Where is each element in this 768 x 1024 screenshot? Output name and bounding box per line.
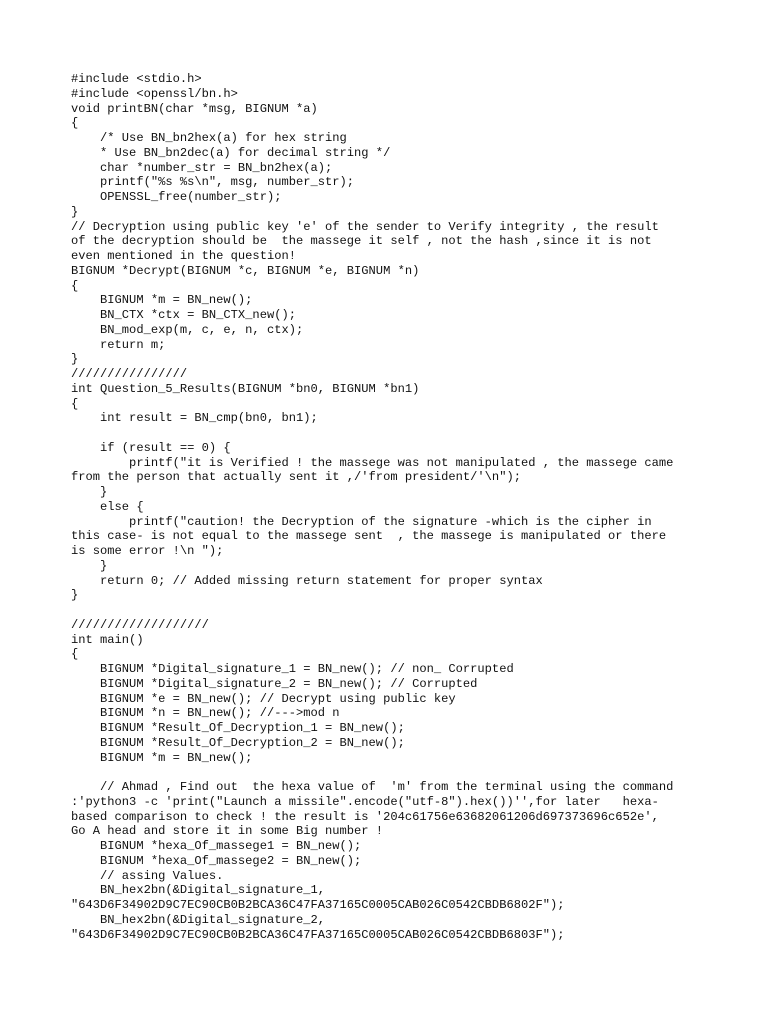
code-line: /* Use BN_bn2hex(a) for hex string <box>71 131 347 145</box>
code-line: BIGNUM *Decrypt(BIGNUM *c, BIGNUM *e, BIGNUM *n) <box>71 263 420 278</box>
code-line: printf("%s %s\n", msg, number_str); <box>71 175 355 190</box>
code-line: BIGNUM *m = BN_new(); <box>71 293 253 308</box>
code-line: BN_hex2bn(&Digital_signature_2, <box>71 912 326 927</box>
code-line: { <box>71 647 79 662</box>
code-line: Go A head and store it in some Big number ! <box>71 824 384 839</box>
code-line: } <box>71 485 108 499</box>
code-line <box>71 765 711 780</box>
code-line: } <box>71 352 79 367</box>
code-line: BN_hex2bn(&Digital_signature_1, <box>71 883 326 898</box>
code-line: { <box>71 396 79 411</box>
code-line: BIGNUM *Result_Of_Decryption_1 = BN_new(); <box>71 721 405 735</box>
code-line: int main() <box>71 632 144 647</box>
code-line: #include <stdio.h> <box>71 72 202 86</box>
code-line: based comparison to check ! the result is '204c61756e63682061206d697373696c652e', <box>71 809 659 824</box>
code-line: BIGNUM *hexa_Of_massege1 = BN_new(); <box>71 839 362 853</box>
code-line: * Use BN_bn2dec(a) for decimal string */ <box>71 145 391 160</box>
code-line: OPENSSL_free(number_str); <box>71 190 282 204</box>
code-line: BIGNUM *n = BN_new(); //--->mod n <box>71 706 340 721</box>
code-line: printf("it is Verified ! the massege was not manipulated , the massege came <box>71 455 674 470</box>
code-line: } <box>71 588 79 603</box>
code-line: BIGNUM *Digital_signature_2 = BN_new(); // Corrupted <box>71 676 478 691</box>
code-line: BN_CTX *ctx = BN_CTX_new(); <box>71 308 296 322</box>
code-line: :'python3 -c 'print("Launch a missile".encode("utf-8").hex())'',for later hexa- <box>71 794 659 809</box>
code-line: } <box>71 204 79 219</box>
code-line: if (result == 0) { <box>71 440 231 455</box>
code-line: //////////////// <box>71 367 188 381</box>
code-line: char *number_str = BN_bn2hex(a); <box>71 160 333 175</box>
code-line: // Ahmad , Find out the hexa value of 'm' from the terminal using the command <box>71 780 674 794</box>
code-line: even mentioned in the question! <box>71 249 296 263</box>
code-line: BIGNUM *Result_Of_Decryption_2 = BN_new(); <box>71 735 405 750</box>
code-line: BIGNUM *m = BN_new(); <box>71 750 253 765</box>
code-line: BIGNUM *hexa_Of_massege2 = BN_new(); <box>71 853 362 868</box>
code-line: { <box>71 116 79 131</box>
code-line: is some error !\n "); <box>71 544 224 558</box>
code-line: void printBN(char *msg, BIGNUM *a) <box>71 101 318 116</box>
code-line: BN_mod_exp(m, c, e, n, ctx); <box>71 322 304 337</box>
code-line: else { <box>71 499 144 514</box>
code-line: /////////////////// <box>71 617 209 632</box>
code-line <box>71 603 711 618</box>
code-line: } <box>71 558 108 573</box>
code-line: // assing Values. <box>71 868 224 883</box>
code-line: BIGNUM *e = BN_new(); // Decrypt using public key <box>71 691 456 706</box>
code-line <box>71 426 711 441</box>
code-line: BIGNUM *Digital_signature_1 = BN_new(); // non_ Corrupted <box>71 662 514 676</box>
code-line: return 0; // Added missing return statement for proper syntax <box>71 573 543 588</box>
code-line: #include <openssl/bn.h> <box>71 86 238 101</box>
code-line: return m; <box>71 337 166 352</box>
code-line: "643D6F34902D9C7EC90CB0B2BCA36C47FA37165C0005CAB026C0542CBDB6802F"); <box>71 898 565 912</box>
code-line: int result = BN_cmp(bn0, bn1); <box>71 411 318 426</box>
code-line: { <box>71 278 79 293</box>
code-line: of the decryption should be the massege it self , not the hash ,since it is not <box>71 234 652 249</box>
code-line: // Decryption using public key 'e' of the sender to Verify integrity , the result <box>71 219 659 234</box>
code-listing <box>71 72 711 942</box>
code-line: "643D6F34902D9C7EC90CB0B2BCA36C47FA37165C0005CAB026C0542CBDB6803F"); <box>71 927 565 942</box>
code-line: this case- is not equal to the massege sent , the massege is manipulated or there <box>71 529 667 544</box>
code-line: printf("caution! the Decryption of the signature -which is the cipher in <box>71 514 652 529</box>
code-line: from the person that actually sent it ,/'from president/'\n"); <box>71 470 521 485</box>
code-line: int Question_5_Results(BIGNUM *bn0, BIGNUM *bn1) <box>71 381 420 396</box>
